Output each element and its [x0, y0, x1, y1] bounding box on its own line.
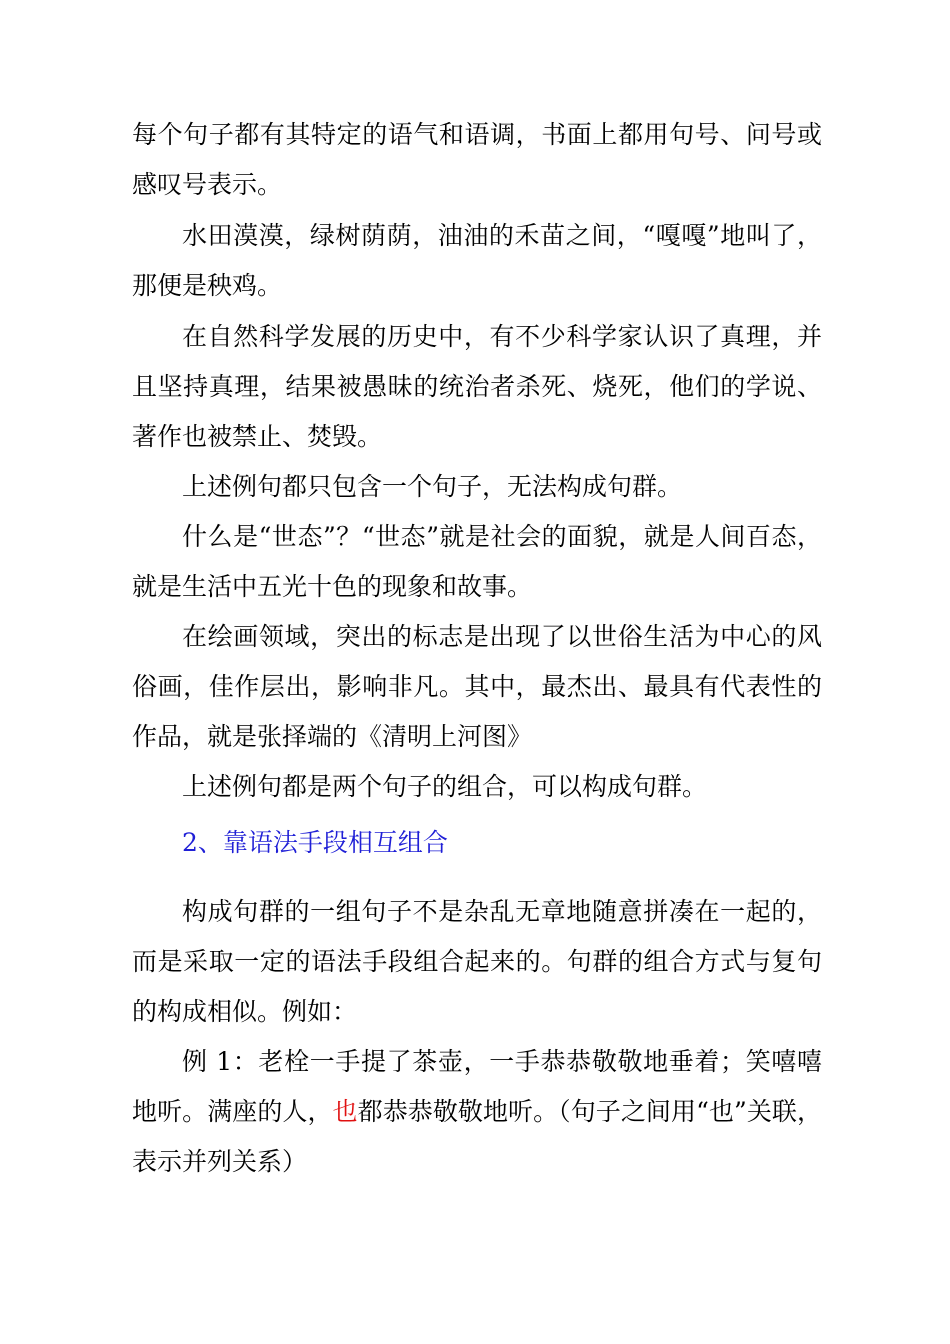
section-heading: 2、靠语法手段相互组合	[182, 828, 448, 857]
paragraph-6: 在绘画领域，突出的标志是出现了以世俗生活为中心的风俗画，佳作层出，影响非凡。其中，最杰出、最具有代表性的作品，就是张择端的《清明上河图》	[132, 622, 822, 751]
paragraph-2: 水田漠漠，绿树荫荫，油油的禾苗之间，“嘎嘎”地叫了，那便是秧鸡。	[132, 221, 822, 300]
highlighted-word: 也	[332, 1097, 358, 1126]
paragraph-1: 每个句子都有其特定的语气和语调，书面上都用句号、问号或感叹号表示。	[132, 120, 822, 199]
paragraph-4: 上述例句都只包含一个句子，无法构成句群。	[182, 472, 683, 501]
example-1-text-after: 都恭恭敬敬地听。（句子之间用“也”关联，表示并列关系）	[132, 1097, 822, 1176]
paragraph-8: 构成句群的一组句子不是杂乱无章地随意拼凑在一起的，而是采取一定的语法手段组合起来的。句群的组合方式与复句的构成相似。例如：	[132, 897, 822, 1026]
paragraph-5: 什么是“世态”？“世态”就是社会的面貌，就是人间百态，就是生活中五光十色的现象和故事。	[132, 522, 822, 601]
example-1-paragraph	[132, 1037, 822, 1187]
example-1-text-before: 例 1：老栓一手提了茶壶，一手恭恭敬敬地垂着；笑嘻嘻地听。满座的人，	[132, 1047, 822, 1126]
paragraph-7: 上述例句都是两个句子的组合，可以构成句群。	[182, 772, 708, 801]
paragraph-3: 在自然科学发展的历史中，有不少科学家认识了真理，并且坚持真理，结果被愚昧的统治者杀死、烧死，他们的学说、著作也被禁止、焚毁。	[132, 322, 822, 451]
